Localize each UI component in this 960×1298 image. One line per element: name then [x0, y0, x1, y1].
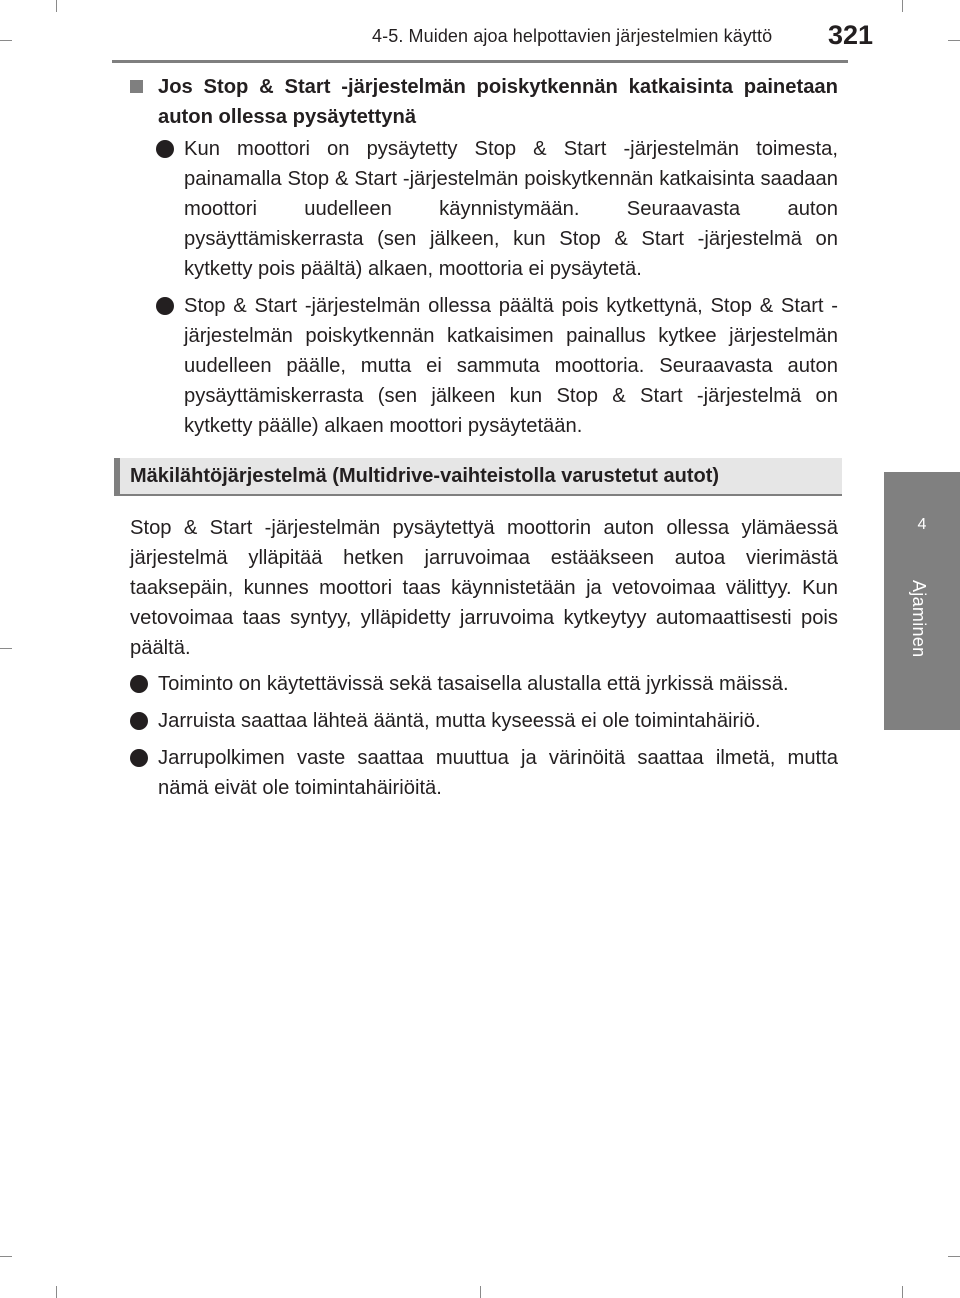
list-item-text: Toiminto on käytettävissä sekä tasaisella alustalla että jyrkissä mäissä.: [158, 673, 789, 695]
crop-mark: [0, 40, 12, 41]
list-item: [156, 134, 838, 284]
chapter-number: 4: [917, 516, 927, 533]
crop-mark: [56, 1286, 57, 1298]
list-item: [156, 291, 838, 441]
list-item: [130, 669, 838, 699]
list-item-text: Kun moottori on pysäytetty Stop & Start -järjestelmän toimesta, painamalla Stop & Start -järjestelmän poiskytkennän katkaisinta saadaan moottori uudelleen käynnistymään. Seuraavasta auton pysäyttämiskerrasta (sen jälkeen, kun Stop & Start -järjestelmä on kytketty pois päältä) alkaen, moottoria ei pysäytetä.: [184, 138, 838, 280]
bullet-dot-icon: [130, 712, 148, 730]
bullet-dot-icon: [130, 749, 148, 767]
section-title: Mäkilähtöjärjestelmä (Multidrive-vaihteistolla varustetut autot): [130, 465, 720, 487]
bullet-dot-icon: [156, 297, 174, 315]
list-item-text: Stop & Start -järjestelmän ollessa päältä pois kytkettynä, Stop & Start -järjestelmän poiskytkennän katkaisimen painallus kytkee järjestelmän uudelleen päälle, mutta ei sammuta moottoria. Seuraavasta auton pysäyttämiskerrasta (sen jälkeen kun Stop & Start -järjestelmä on kytketty päälle) alkaen moottori pysäytetään.: [184, 295, 838, 437]
crop-mark: [902, 0, 903, 12]
square-bullet-icon: [130, 80, 143, 93]
list-item: [130, 706, 838, 736]
list-item: [130, 743, 838, 803]
section-title-accent: [114, 458, 120, 496]
bullet-dot-icon: [130, 675, 148, 693]
crop-mark: [56, 0, 57, 12]
crop-mark: [948, 40, 960, 41]
crop-mark: [0, 1256, 12, 1257]
chapter-label: Ajaminen: [909, 580, 929, 658]
crop-mark: [0, 648, 12, 649]
page-number: 321: [828, 20, 874, 50]
header-divider: [112, 60, 848, 63]
bullet-dot-icon: [156, 140, 174, 158]
list-item-text: Jarrupolkimen vaste saattaa muuttua ja värinöitä saattaa ilmetä, mutta nämä eivät ole toimintahäiriöitä.: [158, 747, 838, 799]
chapter-side-tab: [884, 472, 960, 730]
running-header: 4-5. Muiden ajoa helpottavien järjestelmien käyttö: [372, 26, 773, 46]
page-content: [130, 72, 838, 810]
crop-mark: [902, 1286, 903, 1298]
section-paragraph: Stop & Start -järjestelmän pysäytettyä moottorin auton ollessa ylämäessä järjestelmä ylläpitää hetken jarruvoimaa estääkseen autoa vierimästä taaksepäin, kunnes moottori taas käynnistetään ja vetovoimaa välittyy. Kun vetovoimaa taas syntyy, ylläpidetty jarruvoima kytkeytyy automaattisesti pois päältä.: [130, 517, 838, 659]
section-title-box: [114, 458, 842, 496]
crop-mark: [480, 1286, 481, 1298]
crop-mark: [948, 1256, 960, 1257]
subsection-heading: [130, 72, 838, 132]
list-item-text: Jarruista saattaa lähteä ääntä, mutta kyseessä ei ole toimintahäiriö.: [158, 710, 761, 732]
subsection-title: Jos Stop & Start -järjestelmän poiskytkennän katkaisinta painetaan auton ollessa pysäytettynä: [158, 76, 838, 128]
